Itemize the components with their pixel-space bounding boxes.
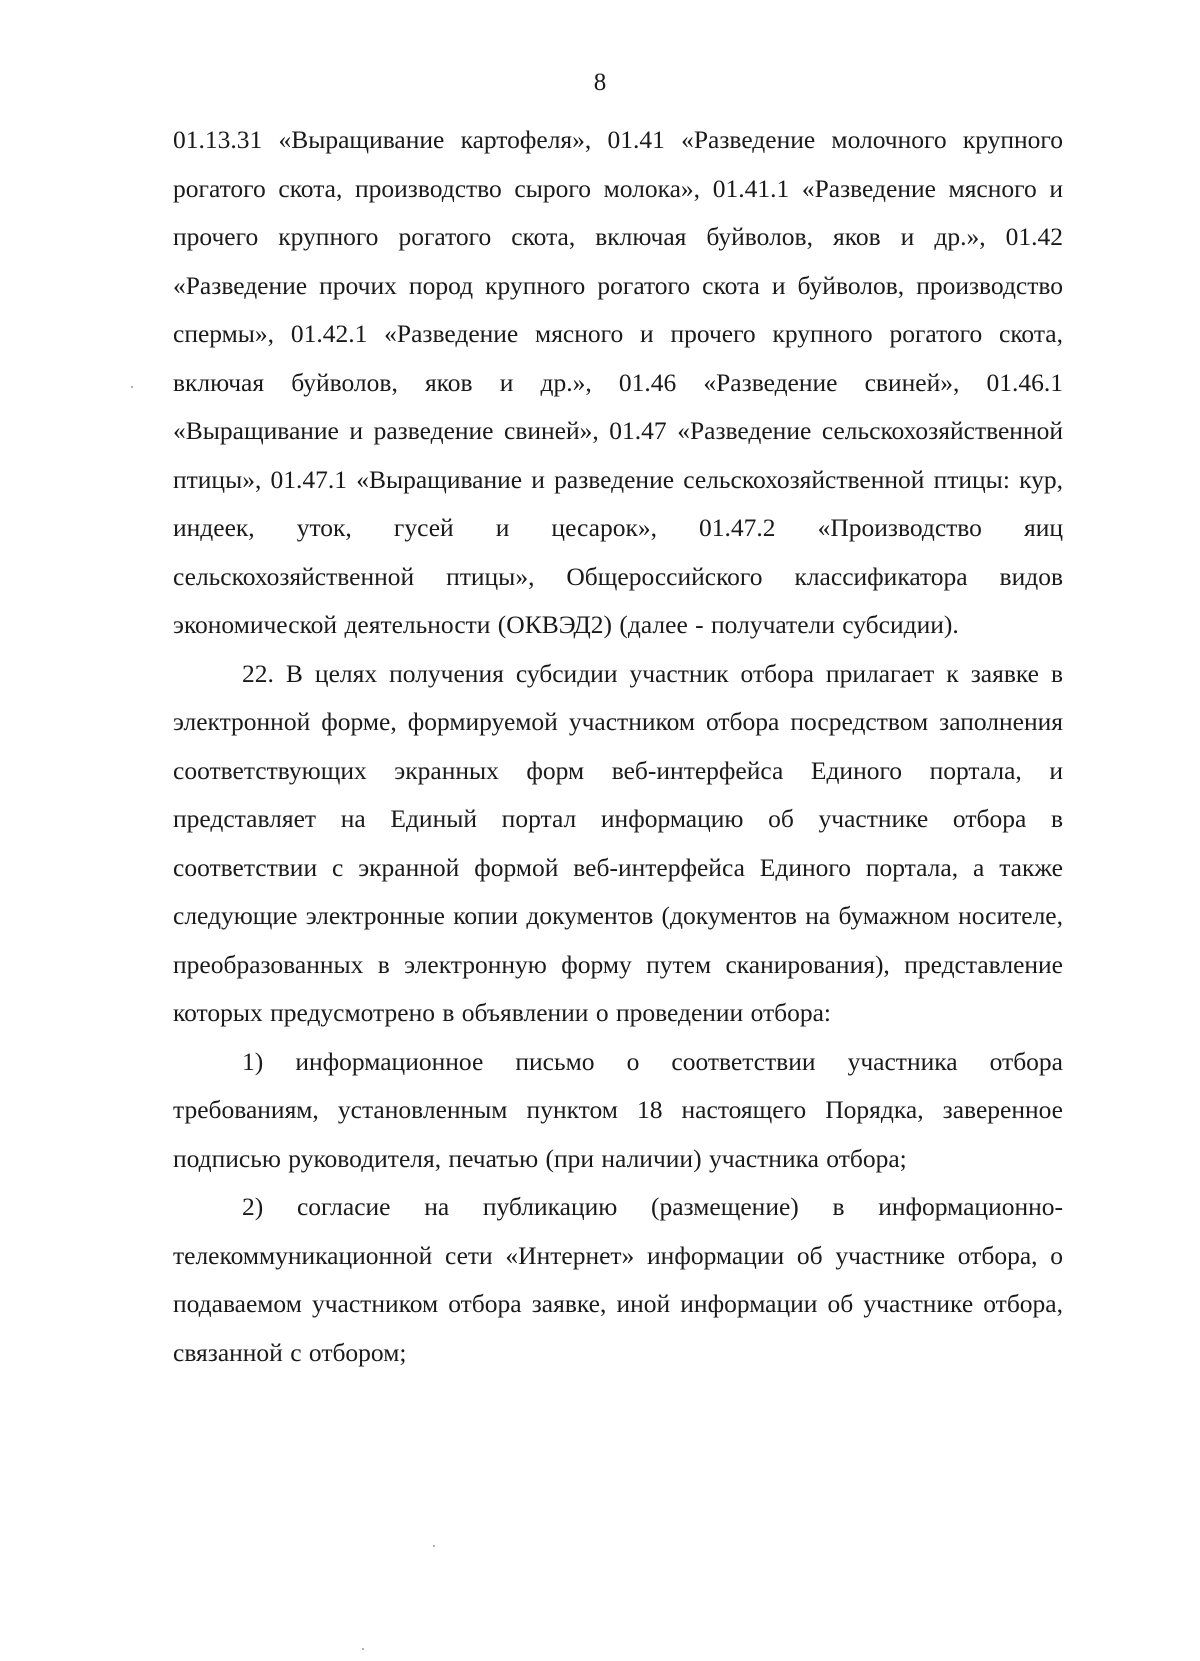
scan-speck <box>362 1648 364 1650</box>
scan-speck <box>433 1545 435 1547</box>
scan-speck <box>131 386 133 388</box>
document-body <box>173 116 1063 1377</box>
paragraph-subitem-1: 1) информационное письмо о соответствии участника отбора требованиям, установленным пунктом 18 настоящего Порядка, заверенное подписью руководителя, печатью (при наличии) участника отбора; <box>173 1046 1063 1173</box>
paragraph-subitem-2: 2) согласие на публикацию (размещение) в информационно-телекоммуникационной сети «Интернет» информации об участнике отбора, о подаваемом участником отбора заявке, иной информации об участнике отбора, связанной с отбором; <box>173 1192 1063 1367</box>
page-number: 8 <box>593 69 607 96</box>
paragraph-continuation: 01.13.31 «Выращивание картофеля», 01.41 «Разведение молочного крупного рогатого скота, производство сырого молока», 01.41.1 «Разведение мясного и прочего крупного рогатого скота, включая буйволов, яков и др.», 01.42 «Разведение прочих пород крупного рогатого скота и буйволов, производство спермы», 01.42.1 «Разведение мясного и прочего крупного рогатого скота, включая буйволов, яков и др.», 01.46 «Разведение свиней», 01.46.1 «Выращивание и разведение свиней», 01.47 «Разведение сельскохозяйственной птицы», 01.47.1 «Выращивание и разведение сельскохозяйственной птицы: кур, индеек, уток, гусей и цесарок», 01.47.2 «Производство яиц сельскохозяйственной птицы», Общероссийского классификатора видов экономической деятельности (ОКВЭД2) (далее - получатели субсидии). <box>173 125 1063 639</box>
paragraph-item-22: 22. В целях получения субсидии участник отбора прилагает к заявке в электронной форме, формируемой участником отбора посредством заполнения соответствующих экранных форм веб-интерфейса Единого портала, и представляет на Единый портал информацию об участнике отбора в соответствии с экранной формой веб-интерфейса Единого портала, а также следующие электронные копии документов (документов на бумажном носителе, преобразованных в электронную форму путем сканирования), представление которых предусмотрено в объявлении о проведении отбора: <box>173 658 1063 1027</box>
